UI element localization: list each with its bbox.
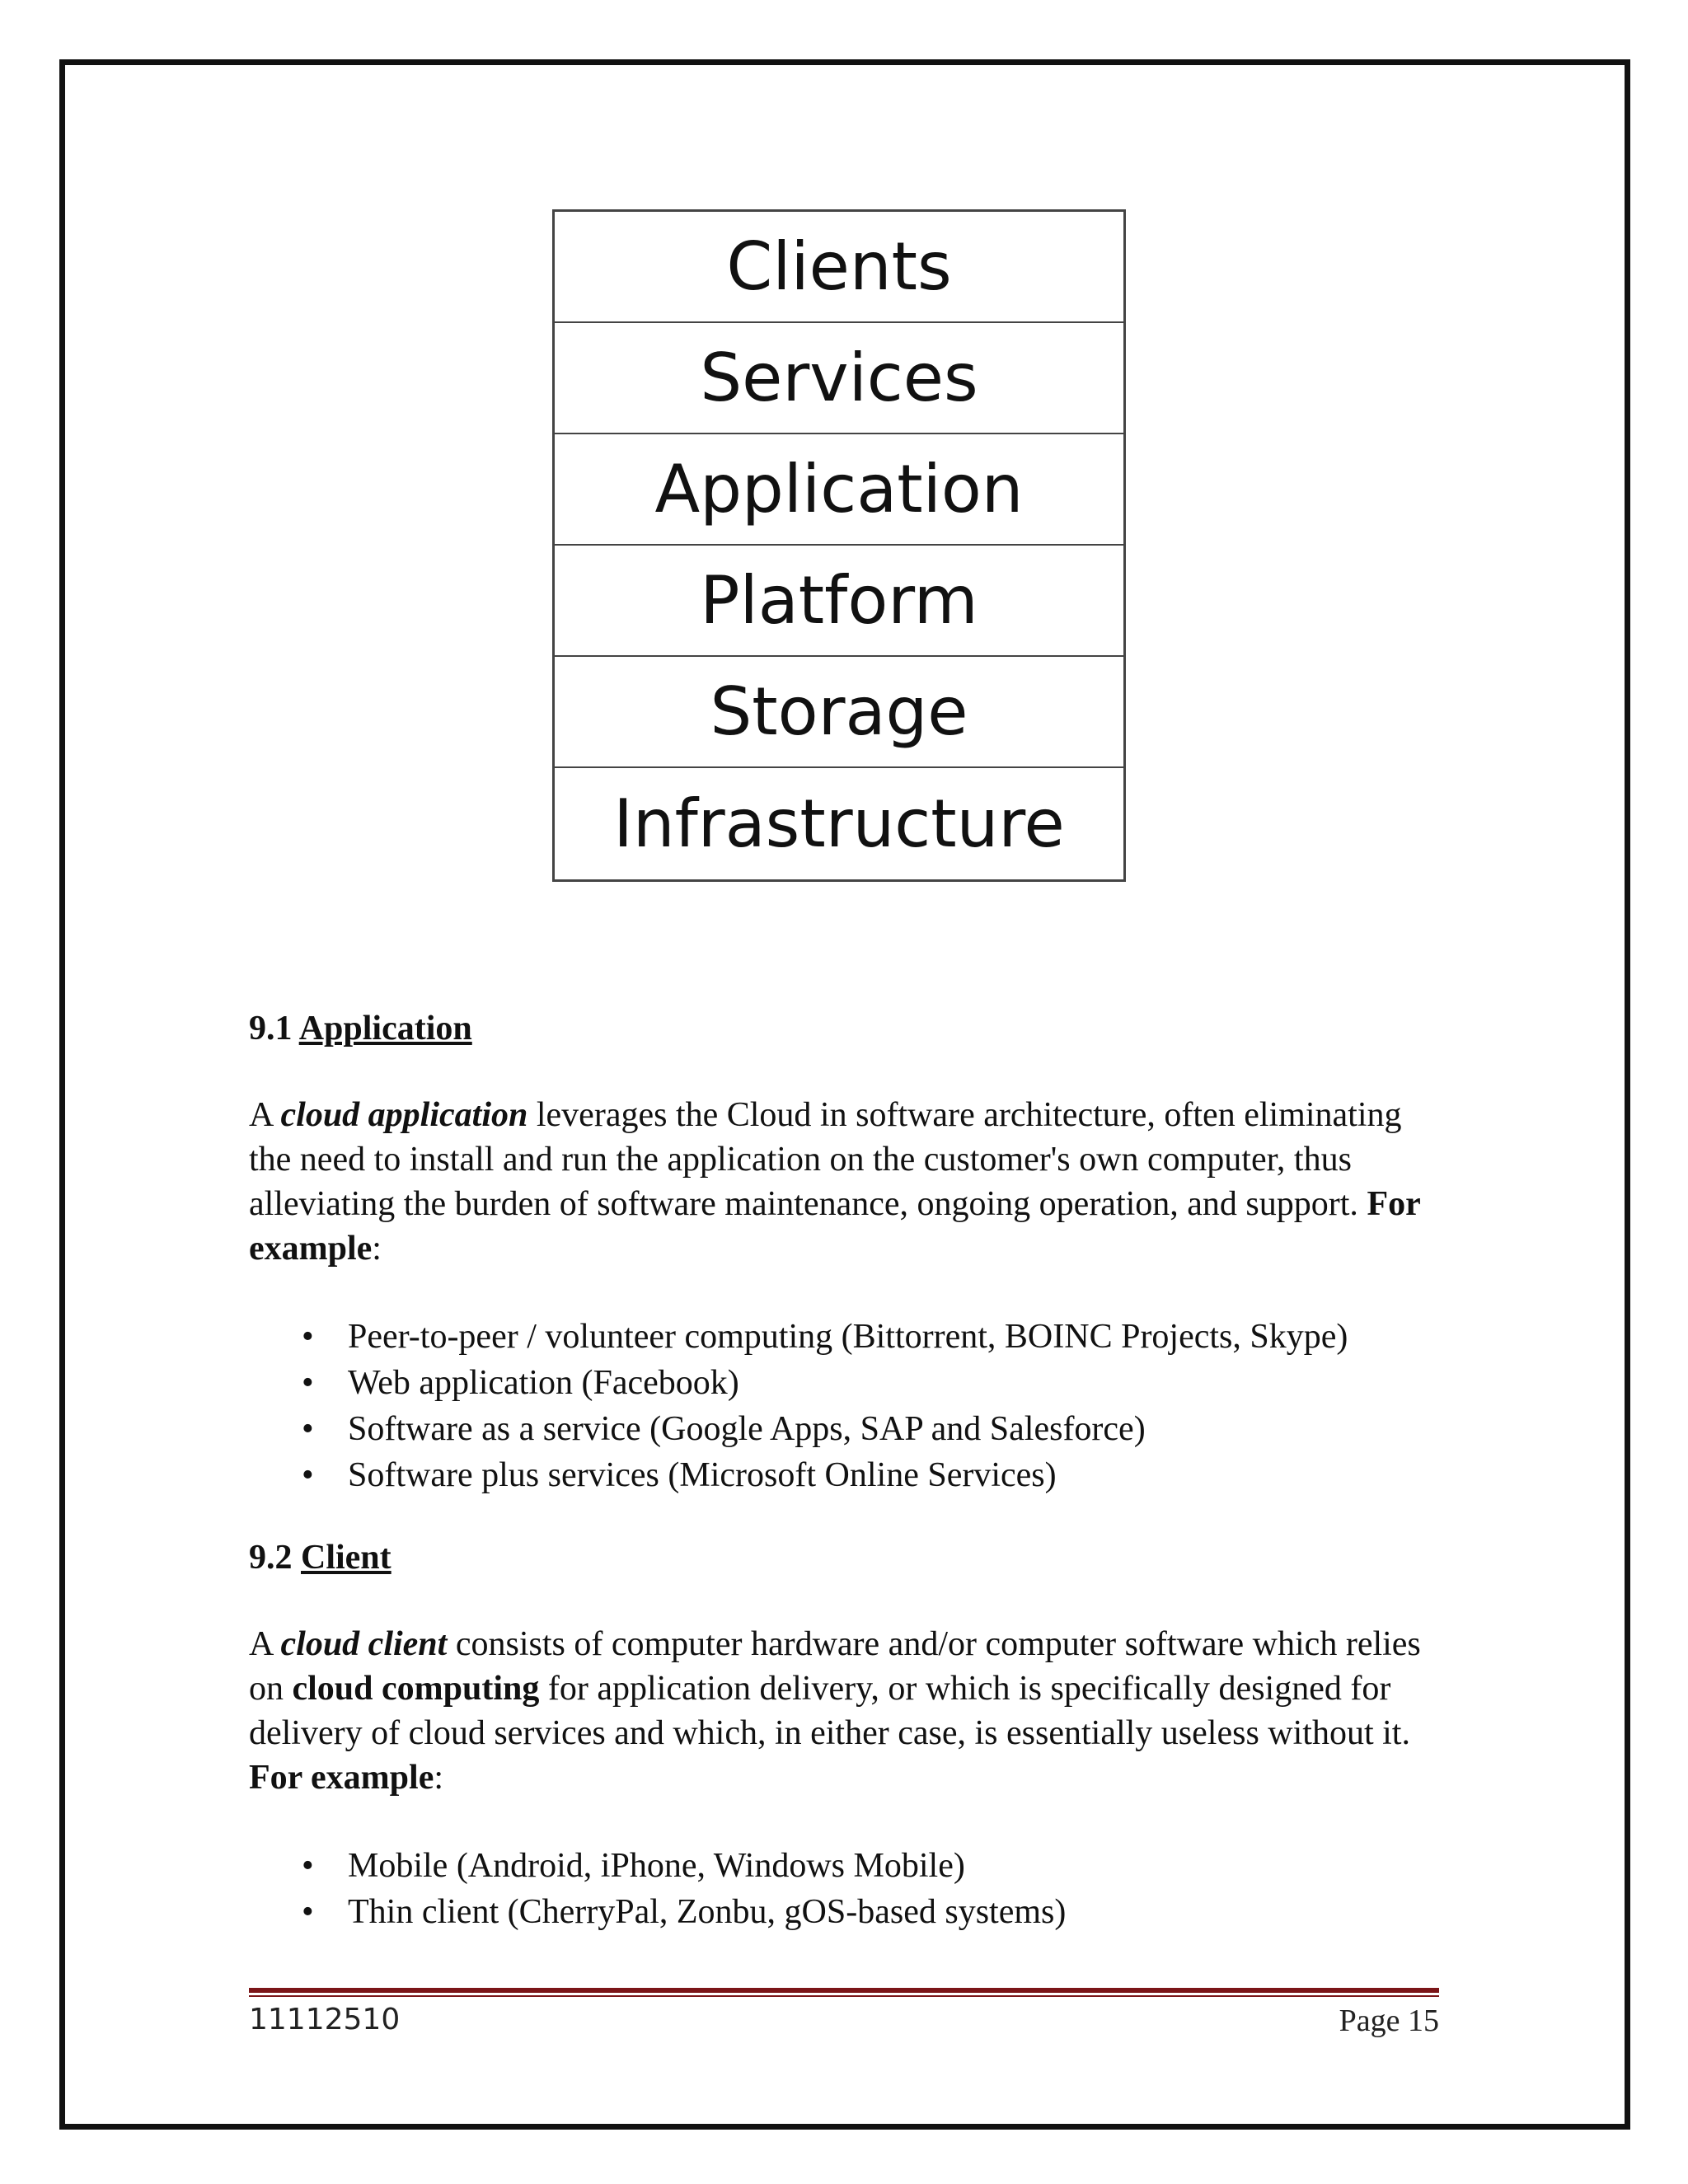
bullet-icon: •: [302, 1410, 314, 1448]
para-lead: A: [249, 1625, 281, 1663]
layer-infrastructure: Infrastructure: [613, 785, 1065, 862]
footer-page-number: Page 15: [1339, 2004, 1439, 2038]
section-number: 9.2: [249, 1539, 293, 1577]
list-item: [298, 1889, 1444, 1935]
list-item: [298, 1406, 1444, 1452]
section-heading-client: [249, 1538, 1444, 1577]
bold-phrase: cloud computing: [292, 1670, 540, 1708]
term-cloud-application: cloud application: [280, 1096, 528, 1134]
para-lead: A: [249, 1096, 281, 1134]
section-title: Application: [298, 1010, 472, 1047]
list-item: [298, 1360, 1444, 1406]
list-item-text: Web application (Facebook): [348, 1364, 739, 1402]
bullet-icon: •: [302, 1847, 314, 1885]
section-title: Client: [301, 1539, 392, 1577]
list-item-text: Software plus services (Microsoft Online Services): [348, 1456, 1057, 1494]
layer-platform: Platform: [555, 546, 1123, 657]
client-paragraph: [249, 1622, 1444, 1800]
example-label: For example: [249, 1185, 1420, 1268]
list-item: [298, 1314, 1444, 1360]
list-item: [298, 1452, 1444, 1498]
section-heading-application: [249, 1009, 1444, 1048]
main-content: [249, 1009, 1444, 1975]
footer-document-id: 11112510: [249, 2003, 401, 2036]
layer-storage: Storage: [555, 657, 1123, 768]
list-item-text: Peer-to-peer / volunteer computing (Bittorrent, BOINC Projects, Skype): [348, 1318, 1348, 1356]
colon: :: [372, 1230, 382, 1268]
footer-rule: [249, 1988, 1439, 1997]
para-body: leverages the Cloud in software architecture, often eliminating the need to install and run the application on the customer's own computer, thus alleviating the burden of software maintenance, ongoing operation, and support.: [249, 1096, 1402, 1223]
list-item-text: Thin client (CherryPal, Zonbu, gOS-based systems): [348, 1893, 1067, 1931]
para-body: consists of computer hardware and/or computer software which relies on: [249, 1625, 1421, 1708]
application-examples-list: [298, 1314, 1444, 1498]
client-examples-list: [298, 1843, 1444, 1935]
layer-clients: Clients: [555, 212, 1123, 323]
bullet-icon: •: [302, 1456, 314, 1494]
layer-application: Application: [555, 434, 1123, 546]
cloud-layer-diagram: [552, 209, 1126, 882]
application-paragraph: [249, 1093, 1444, 1271]
list-item-text: Software as a service (Google Apps, SAP and Salesforce): [348, 1410, 1146, 1448]
colon: :: [434, 1759, 444, 1797]
list-item-text: Mobile (Android, iPhone, Windows Mobile): [348, 1847, 965, 1885]
layer-services: Services: [555, 323, 1123, 434]
para-body: for application delivery, or which is specifically designed for delivery of cloud services and which, in either case, is essentially useless without it.: [249, 1670, 1410, 1752]
section-number: 9.1: [249, 1010, 293, 1047]
example-label: For example: [249, 1759, 434, 1797]
bullet-icon: •: [302, 1318, 314, 1356]
bullet-icon: •: [302, 1364, 314, 1402]
bullet-icon: •: [302, 1893, 314, 1931]
list-item: [298, 1843, 1444, 1889]
term-cloud-client: cloud client: [280, 1625, 448, 1663]
